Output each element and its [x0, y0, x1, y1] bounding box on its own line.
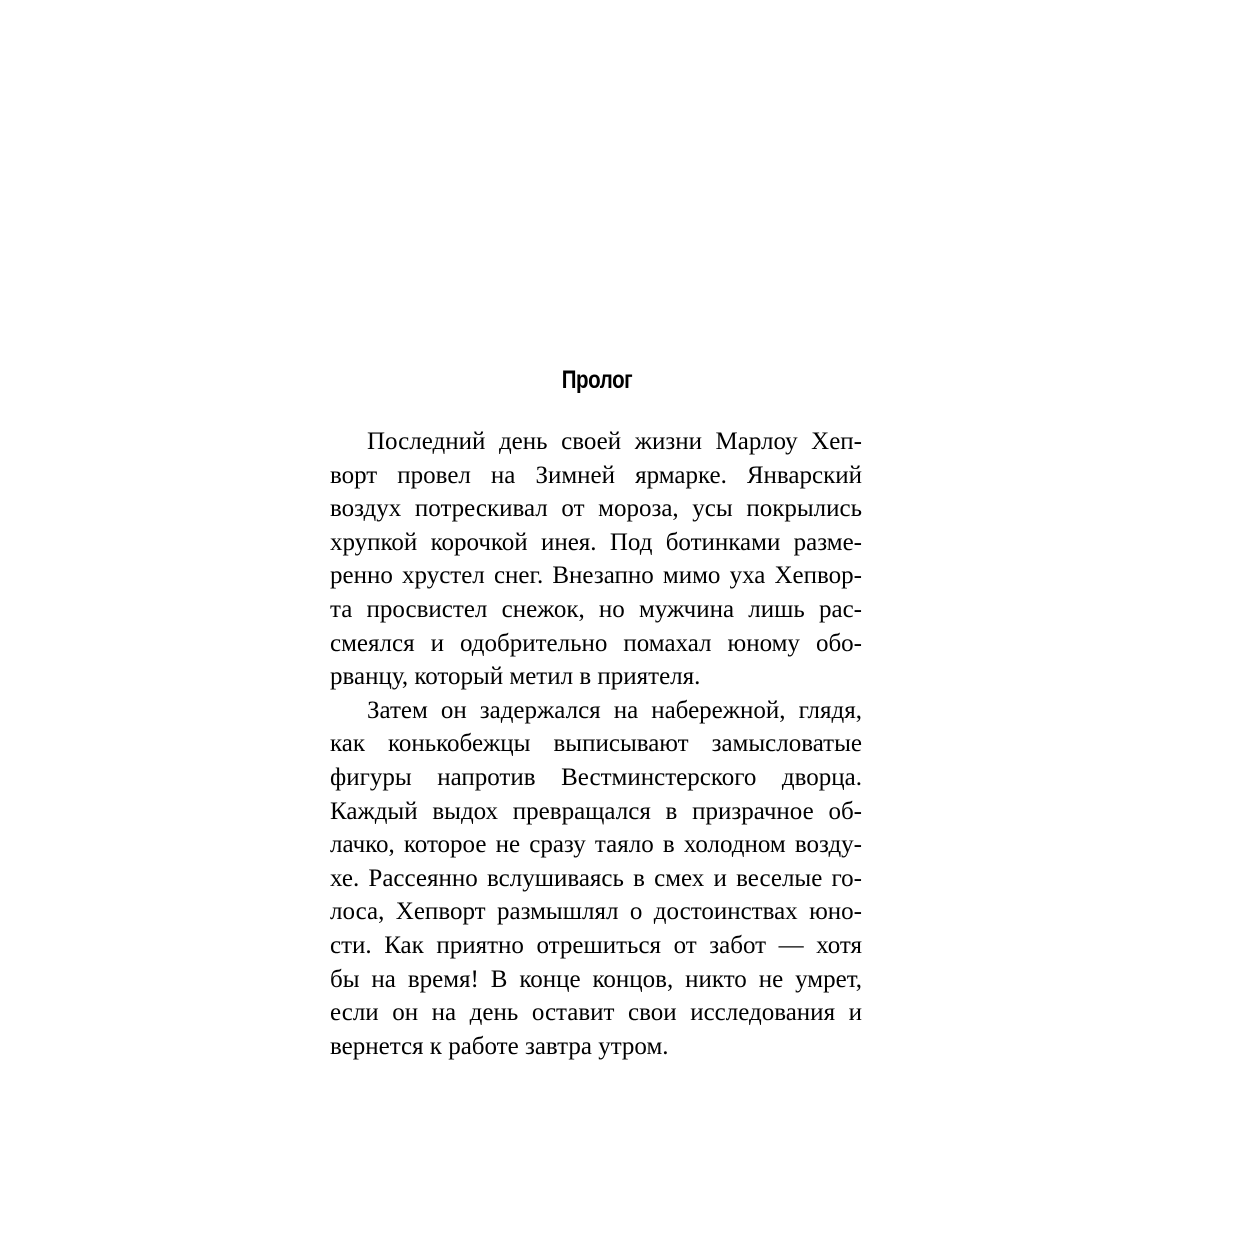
text-line: Последний день своей жизни Марлоу Хеп-	[367, 428, 862, 455]
text-line: вернется к работе завтра утром.	[330, 1032, 669, 1060]
paragraph-2	[330, 694, 862, 1064]
text-line: ворт провел на Зимней ярмарке. Январский	[330, 461, 862, 489]
body-text	[330, 425, 862, 1063]
text-line: сти. Как приятно отрешиться от забот — хотя	[330, 931, 862, 959]
text-line: фигуры напротив Вестминстерского дворца.	[330, 763, 862, 791]
text-line: хе. Рассеянно вслушиваясь в смех и веселые го-	[330, 864, 862, 892]
text-line: лоса, Хепворт размышлял о достоинствах юно-	[330, 898, 862, 926]
text-line: смеялся и одобрительно помахал юному обо-	[330, 629, 862, 657]
paragraph-1	[330, 425, 862, 694]
text-line: как конькобежцы выписывают замысловатые	[330, 730, 862, 758]
text-line: бы на время! В конце концов, никто не умрет,	[330, 965, 862, 993]
text-line: та просвистел снежок, но мужчина лишь рас-	[330, 595, 862, 623]
text-line: воздух потрескивал от мороза, усы покрылись	[330, 495, 862, 523]
text-line: лачко, которое не сразу таяло в холодном возду-	[330, 831, 862, 859]
text-line: хрупкой корочкой инея. Под ботинками разме-	[330, 528, 862, 556]
text-line: Затем он задержался на набережной, глядя,	[367, 696, 862, 724]
text-line: Каждый выдох превращался в призрачное об-	[330, 797, 862, 825]
text-line: ренно хрустел снег. Внезапно мимо уха Хепвор-	[330, 562, 862, 590]
text-line: если он на день оставит свои исследования и	[330, 999, 862, 1027]
chapter-title: Пролог	[561, 366, 633, 394]
text-line: рванцу, который метил в приятеля.	[330, 663, 701, 691]
